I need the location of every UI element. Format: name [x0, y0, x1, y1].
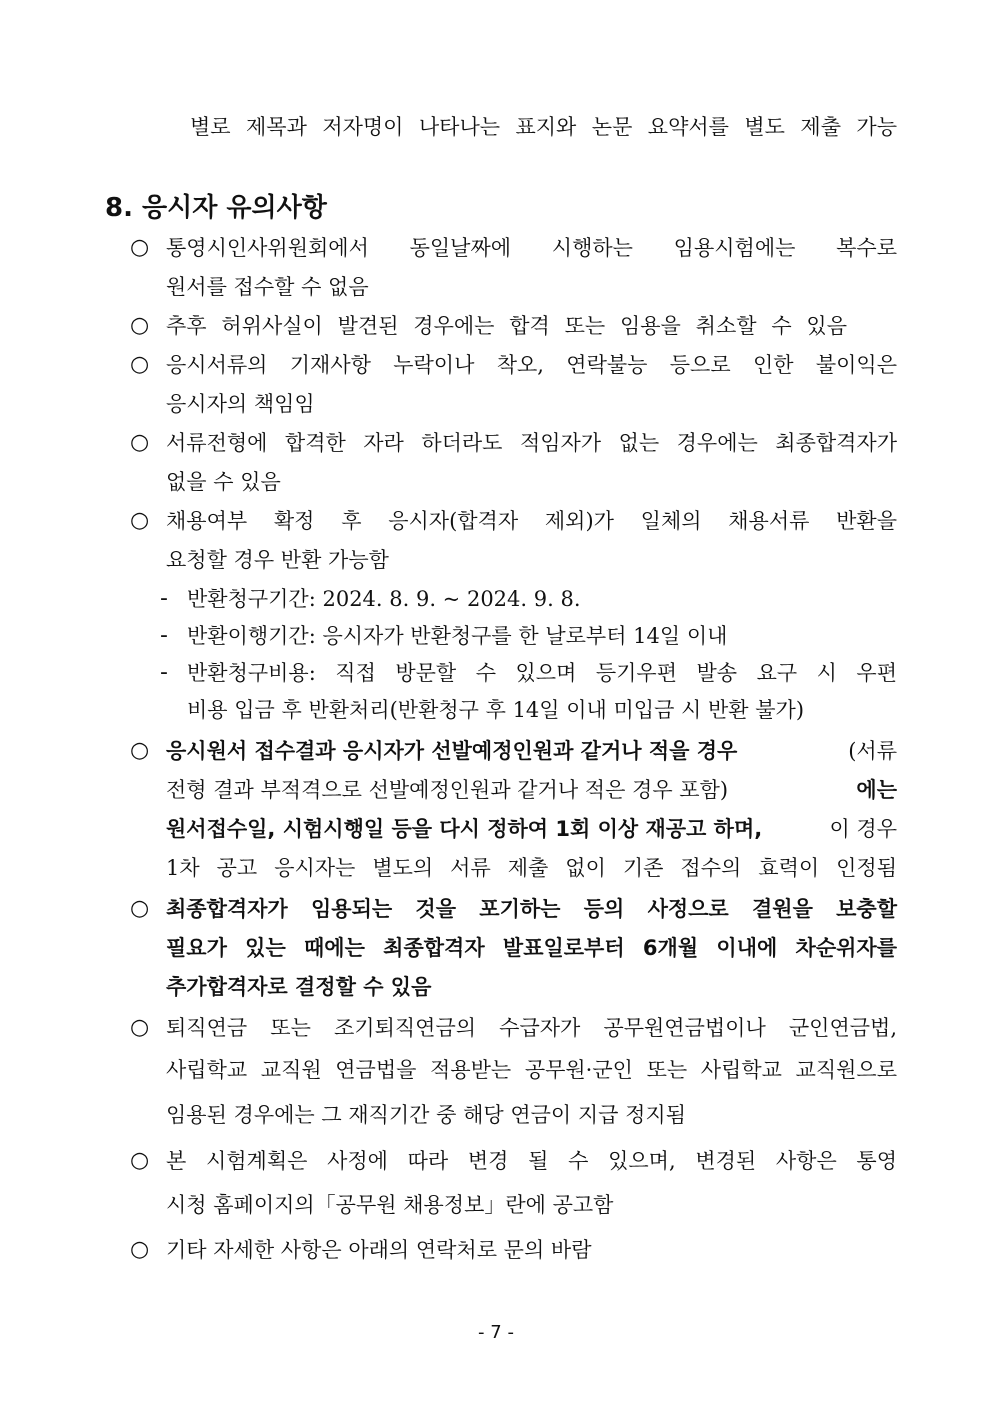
bullet-circle-marker: ○ — [130, 1237, 150, 1262]
bullet-circle-marker: ○ — [130, 896, 150, 921]
item-1-line-2: 원서를 접수할 수 없음 — [166, 275, 369, 299]
item-9-line-1: 본 시험계획은 사정에 따라 변경 될 수 있으며, 변경된 사항은 통영 — [166, 1149, 897, 1173]
section-title: 8. 응시자 유의사항 — [105, 193, 327, 223]
item-7-line-1: 최종합격자가 임용되는 것을 포기하는 등의 사정으로 결원을 보충할 — [166, 897, 897, 921]
bullet-circle-marker: ○ — [130, 430, 150, 455]
item-6-line-1-normal: (서류 — [848, 739, 897, 763]
item-8-line-1: 퇴직연금 또는 조기퇴직연금의 수급자가 공무원연금법이나 군인연금법, — [166, 1016, 897, 1040]
item-4-line-1: 서류전형에 합격한 자라 하더라도 적임자가 없는 경우에는 최종합격자가 — [166, 431, 897, 455]
item-6-line-2-normal: 전형 결과 부적격으로 선발예정인원과 같거나 적은 경우 포함) — [166, 778, 729, 802]
item-6-line-1-bold: 응시원서 접수결과 응시자가 선발예정인원과 같거나 적을 경우 — [166, 739, 738, 763]
dash-marker: - — [160, 660, 168, 685]
item-6-line-2 — [166, 775, 897, 805]
item-5-line-1: 채용여부 확정 후 응시자(합격자 제외)가 일체의 채용서류 반환을 — [166, 509, 897, 533]
dash-marker: - — [160, 586, 168, 611]
item-3-line-2: 응시자의 책임임 — [166, 392, 315, 416]
item-7-line-3: 추가합격자로 결정할 수 있음 — [166, 975, 432, 999]
item-7-line-2: 필요가 있는 때에는 최종합격자 발표일로부터 6개월 이내에 차순위자를 — [166, 936, 897, 960]
subitem-return-execution: 반환이행기간: 응시자가 반환청구를 한 날로부터 14일 이내 — [187, 624, 728, 648]
subitem-return-cost-line-1: 반환청구비용: 직접 방문할 수 있으며 등기우편 발송 요구 시 우편 — [187, 661, 897, 685]
bullet-circle-marker: ○ — [130, 235, 150, 260]
bullet-circle-marker: ○ — [130, 352, 150, 377]
item-6-line-3-normal: 이 경우 — [829, 817, 897, 841]
item-10-line-1: 기타 자세한 사항은 아래의 연락처로 문의 바람 — [166, 1238, 592, 1262]
bullet-circle-marker: ○ — [130, 313, 150, 338]
bullet-circle-marker: ○ — [130, 738, 150, 763]
item-5-line-2: 요청할 경우 반환 가능함 — [166, 548, 389, 572]
page-number: - 7 - — [478, 1322, 514, 1343]
dash-marker: - — [160, 623, 168, 648]
item-8-line-2: 사립학교 교직원 연금법을 적용받는 공무원·군인 또는 사립학교 교직원으로 — [166, 1058, 897, 1082]
bullet-circle-marker: ○ — [130, 508, 150, 533]
item-9-line-2: 시청 홈페이지의「공무원 채용정보」란에 공고함 — [166, 1193, 614, 1217]
subitem-return-cost-line-2: 비용 입금 후 반환처리(반환청구 후 14일 이내 미입금 시 반환 불가) — [187, 698, 805, 722]
item-8-line-3: 임용된 경우에는 그 재직기간 중 해당 연금이 지급 정지됨 — [166, 1103, 686, 1127]
bullet-circle-marker: ○ — [130, 1148, 150, 1173]
continuation-text: 별로 제목과 저자명이 나타나는 표지와 논문 요약서를 별도 제출 가능 — [190, 115, 897, 139]
item-4-line-2: 없을 수 있음 — [166, 470, 281, 494]
item-6-line-2-bold: 에는 — [856, 778, 897, 802]
bullet-circle-marker: ○ — [130, 1015, 150, 1040]
item-6-line-4: 1차 공고 응시자는 별도의 서류 제출 없이 기존 접수의 효력이 인정됨 — [166, 856, 897, 880]
item-3-line-1: 응시서류의 기재사항 누락이나 착오, 연락불능 등으로 인한 불이익은 — [166, 353, 897, 377]
item-6-line-1 — [166, 736, 897, 766]
item-6-line-3 — [166, 814, 897, 844]
item-1-line-1: 통영시인사위원회에서 동일날짜에 시행하는 임용시험에는 복수로 — [166, 236, 897, 260]
item-6-line-3-bold: 원서접수일, 시험시행일 등을 다시 정하여 1회 이상 재공고 하며, — [166, 817, 763, 841]
subitem-return-period: 반환청구기간: 2024. 8. 9. ~ 2024. 9. 8. — [187, 587, 581, 611]
item-2-line-1: 추후 허위사실이 발견된 경우에는 합격 또는 임용을 취소할 수 있음 — [166, 314, 847, 338]
